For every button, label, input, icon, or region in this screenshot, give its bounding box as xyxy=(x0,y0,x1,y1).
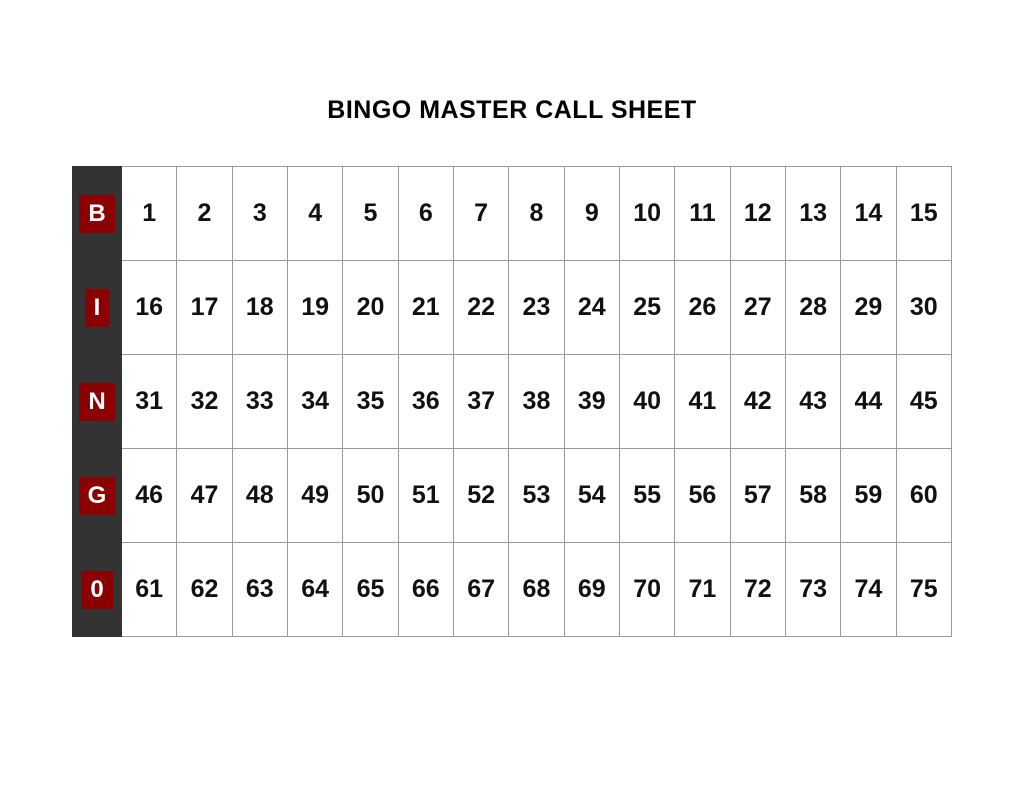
number-cell[interactable]: 28 xyxy=(785,261,840,355)
number-cell[interactable]: 72 xyxy=(730,543,785,637)
number-cell[interactable]: 49 xyxy=(287,449,342,543)
number-cell[interactable]: 68 xyxy=(509,543,564,637)
number-cell[interactable]: 42 xyxy=(730,355,785,449)
number-cell[interactable]: 55 xyxy=(619,449,674,543)
number-cell[interactable]: 26 xyxy=(675,261,730,355)
number-cell[interactable]: 34 xyxy=(287,355,342,449)
number-cell[interactable]: 8 xyxy=(509,167,564,261)
letter-badge: G xyxy=(79,477,116,515)
number-cell[interactable]: 59 xyxy=(841,449,896,543)
row-header-g xyxy=(73,449,122,543)
number-cell[interactable]: 62 xyxy=(177,543,232,637)
bingo-number-grid xyxy=(72,166,952,637)
number-cell[interactable]: 15 xyxy=(896,167,951,261)
number-cell[interactable]: 54 xyxy=(564,449,619,543)
number-cell[interactable]: 18 xyxy=(232,261,287,355)
number-cell[interactable]: 5 xyxy=(343,167,398,261)
number-cell[interactable]: 3 xyxy=(232,167,287,261)
row-header-o xyxy=(73,543,122,637)
number-cell[interactable]: 43 xyxy=(785,355,840,449)
number-cell[interactable]: 67 xyxy=(453,543,508,637)
number-cell[interactable]: 35 xyxy=(343,355,398,449)
number-cell[interactable]: 75 xyxy=(896,543,951,637)
letter-badge: 0 xyxy=(81,571,112,609)
number-cell[interactable]: 37 xyxy=(453,355,508,449)
number-cell[interactable]: 70 xyxy=(619,543,674,637)
number-cell[interactable]: 61 xyxy=(122,543,177,637)
number-cell[interactable]: 27 xyxy=(730,261,785,355)
number-cell[interactable]: 73 xyxy=(785,543,840,637)
table-row xyxy=(73,543,952,637)
number-cell[interactable]: 39 xyxy=(564,355,619,449)
table-row xyxy=(73,355,952,449)
number-cell[interactable]: 51 xyxy=(398,449,453,543)
number-cell[interactable]: 36 xyxy=(398,355,453,449)
number-cell[interactable]: 63 xyxy=(232,543,287,637)
number-cell[interactable]: 4 xyxy=(287,167,342,261)
number-cell[interactable]: 71 xyxy=(675,543,730,637)
number-cell[interactable]: 64 xyxy=(287,543,342,637)
number-cell[interactable]: 38 xyxy=(509,355,564,449)
number-cell[interactable]: 40 xyxy=(619,355,674,449)
number-cell[interactable]: 52 xyxy=(453,449,508,543)
number-cell[interactable]: 74 xyxy=(841,543,896,637)
table-row xyxy=(73,167,952,261)
number-cell[interactable]: 29 xyxy=(841,261,896,355)
letter-badge: B xyxy=(79,195,114,233)
number-cell[interactable]: 10 xyxy=(619,167,674,261)
number-cell[interactable]: 47 xyxy=(177,449,232,543)
number-cell[interactable]: 16 xyxy=(122,261,177,355)
number-cell[interactable]: 46 xyxy=(122,449,177,543)
number-cell[interactable]: 30 xyxy=(896,261,951,355)
row-header-n xyxy=(73,355,122,449)
number-cell[interactable]: 19 xyxy=(287,261,342,355)
number-cell[interactable]: 25 xyxy=(619,261,674,355)
number-cell[interactable]: 13 xyxy=(785,167,840,261)
number-cell[interactable]: 12 xyxy=(730,167,785,261)
letter-badge: N xyxy=(79,383,114,421)
number-cell[interactable]: 56 xyxy=(675,449,730,543)
number-cell[interactable]: 57 xyxy=(730,449,785,543)
number-cell[interactable]: 60 xyxy=(896,449,951,543)
number-cell[interactable]: 32 xyxy=(177,355,232,449)
number-cell[interactable]: 66 xyxy=(398,543,453,637)
number-cell[interactable]: 33 xyxy=(232,355,287,449)
number-cell[interactable]: 21 xyxy=(398,261,453,355)
row-header-i xyxy=(73,261,122,355)
number-cell[interactable]: 6 xyxy=(398,167,453,261)
number-cell[interactable]: 11 xyxy=(675,167,730,261)
number-cell[interactable]: 7 xyxy=(453,167,508,261)
bingo-grid-body xyxy=(73,167,952,637)
number-cell[interactable]: 65 xyxy=(343,543,398,637)
number-cell[interactable]: 17 xyxy=(177,261,232,355)
number-cell[interactable]: 58 xyxy=(785,449,840,543)
number-cell[interactable]: 48 xyxy=(232,449,287,543)
number-cell[interactable]: 14 xyxy=(841,167,896,261)
number-cell[interactable]: 23 xyxy=(509,261,564,355)
number-cell[interactable]: 53 xyxy=(509,449,564,543)
letter-badge: I xyxy=(85,289,110,327)
number-cell[interactable]: 2 xyxy=(177,167,232,261)
number-cell[interactable]: 22 xyxy=(453,261,508,355)
number-cell[interactable]: 69 xyxy=(564,543,619,637)
number-cell[interactable]: 44 xyxy=(841,355,896,449)
number-cell[interactable]: 31 xyxy=(122,355,177,449)
number-cell[interactable]: 41 xyxy=(675,355,730,449)
table-row xyxy=(73,261,952,355)
number-cell[interactable]: 50 xyxy=(343,449,398,543)
number-cell[interactable]: 9 xyxy=(564,167,619,261)
page-title: BINGO MASTER CALL SHEET xyxy=(327,96,697,124)
number-cell[interactable]: 20 xyxy=(343,261,398,355)
row-header-b xyxy=(73,167,122,261)
number-cell[interactable]: 1 xyxy=(122,167,177,261)
table-row xyxy=(73,449,952,543)
number-cell[interactable]: 24 xyxy=(564,261,619,355)
number-cell[interactable]: 45 xyxy=(896,355,951,449)
